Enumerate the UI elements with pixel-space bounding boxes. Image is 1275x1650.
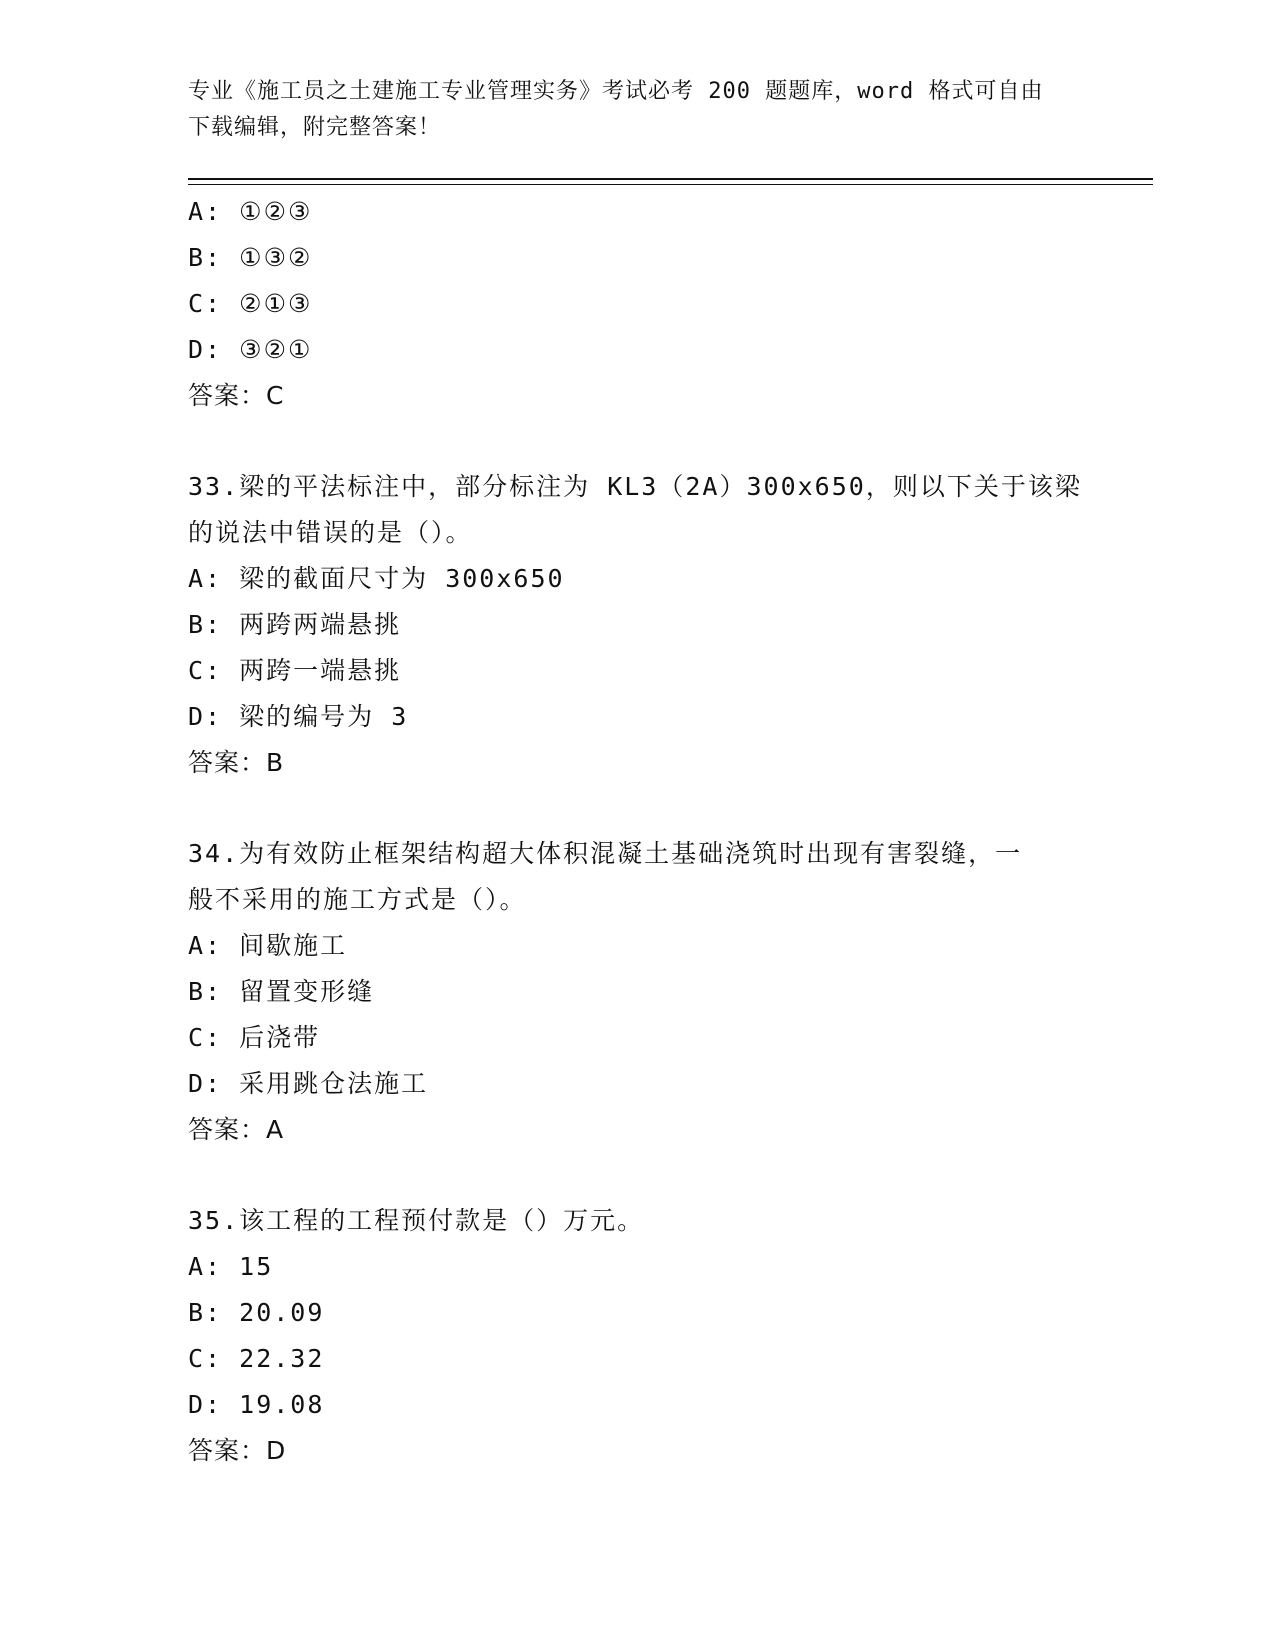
document-header [188,74,1068,146]
header-line-2: 下载编辑，附完整答案！ [188,115,442,140]
question-text-line-1: 35.该工程的工程预付款是（）万元。 [188,1206,645,1235]
option-d: D: 19.08 [188,1390,325,1419]
question-text-line-1: 33.梁的平法标注中，部分标注为 KL3（2A）300x650，则以下关于该梁 [188,472,1082,501]
option-a: A: ①②③ [188,197,313,226]
question-text-line-2: 般不采用的施工方式是（）。 [188,885,527,914]
spacer [188,1153,1118,1198]
option-d: D: ③②① [188,335,313,364]
header-line-1: 专业《施工员之土建施工专业管理实务》考试必考 200 题题库，word 格式可自由 [188,79,1044,104]
option-a: A: 梁的截面尺寸为 300x650 [188,564,565,593]
option-b: B: ①③② [188,243,313,272]
option-a: A: 15 [188,1252,274,1281]
question-32 [188,189,1118,419]
answer: 答案：B [188,748,285,777]
spacer [188,419,1118,464]
option-c: C: 22.32 [188,1344,325,1373]
question-text-line-1: 34.为有效防止框架结构超大体积混凝土基础浇筑时出现有害裂缝，一 [188,839,1023,868]
question-33 [188,464,1118,786]
answer: 答案：A [188,1115,285,1144]
option-b: B: 留置变形缝 [188,977,375,1006]
option-a: A: 间歇施工 [188,931,348,960]
option-d: D: 采用跳仓法施工 [188,1069,429,1098]
spacer [188,786,1118,831]
question-list [188,189,1118,1474]
question-text-line-2: 的说法中错误的是（）。 [188,518,473,547]
header-divider-thick [188,178,1153,180]
question-34 [188,831,1118,1153]
question-35 [188,1198,1118,1474]
option-c: C: ②①③ [188,289,313,318]
option-b: B: 20.09 [188,1298,325,1327]
option-d: D: 梁的编号为 3 [188,702,409,731]
answer: 答案：C [188,381,285,410]
option-c: C: 后浇带 [188,1023,321,1052]
answer: 答案：D [188,1436,287,1465]
header-divider-thin [188,184,1153,185]
option-b: B: 两跨两端悬挑 [188,610,402,639]
option-c: C: 两跨一端悬挑 [188,656,402,685]
